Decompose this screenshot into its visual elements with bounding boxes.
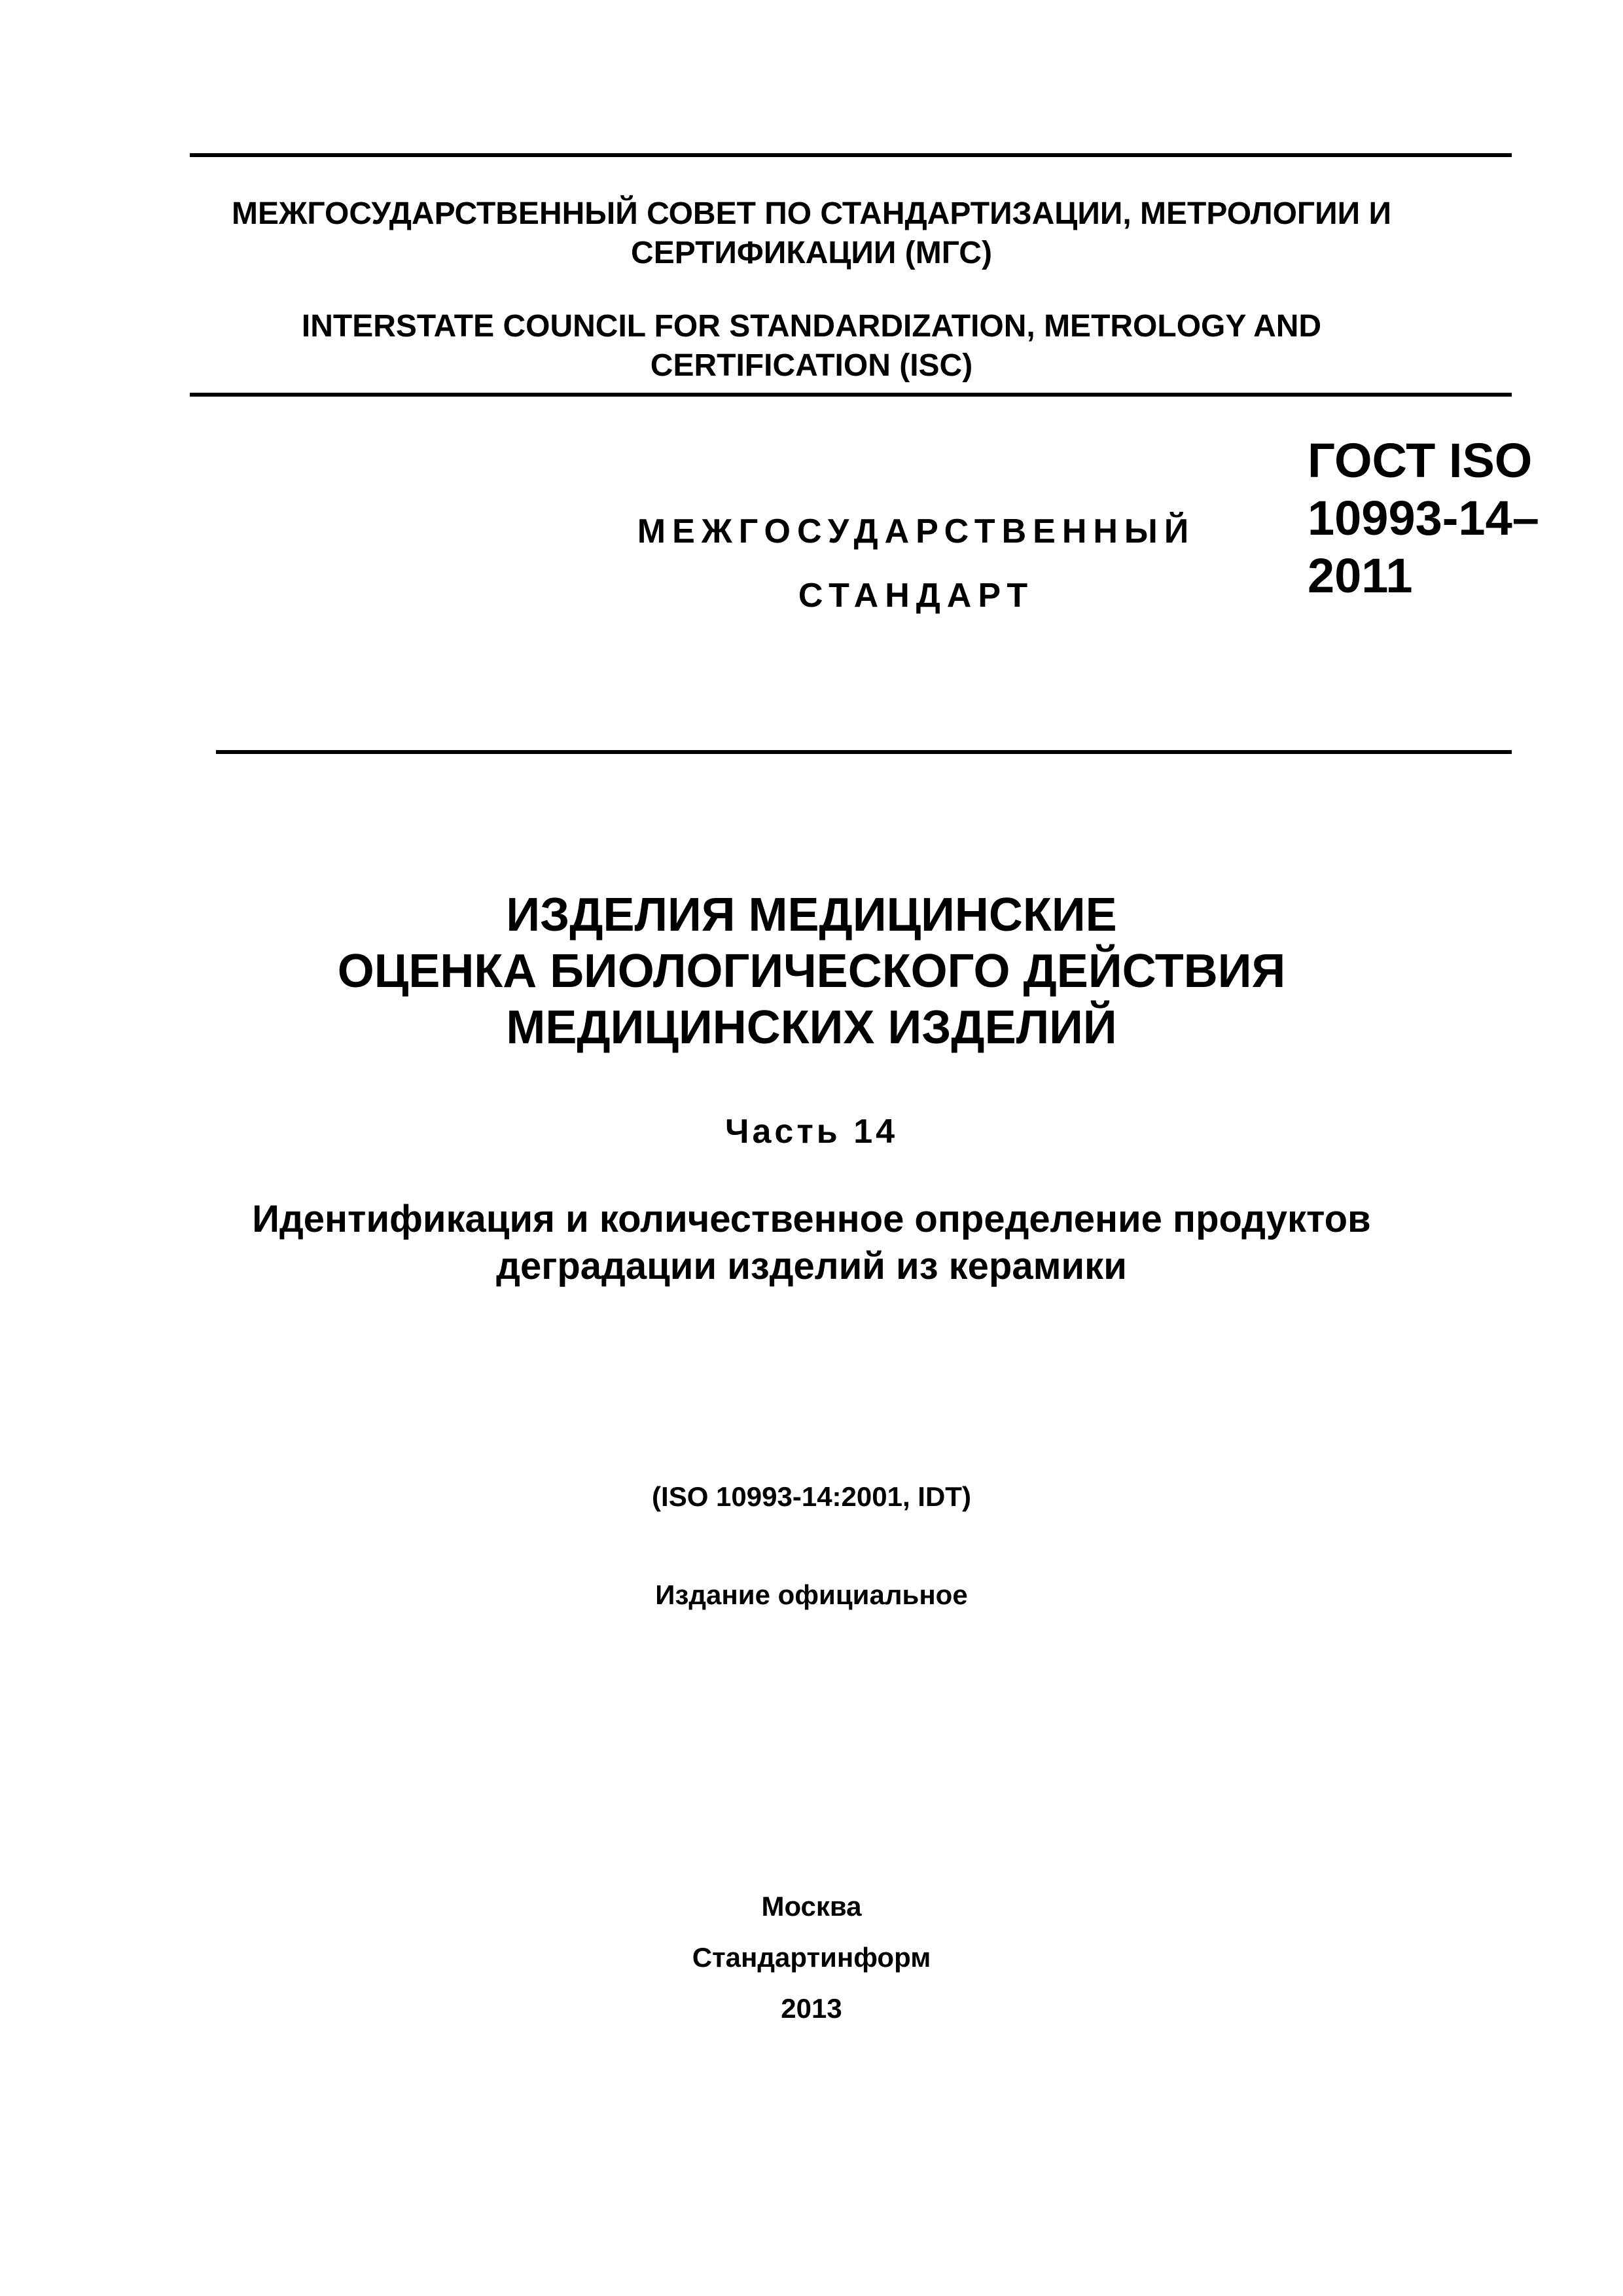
council-name-en-line1: INTERSTATE COUNCIL FOR STANDARDIZATION, METROLOGY AND (301, 309, 1322, 344)
council-rule (190, 393, 1512, 397)
title-line2: ОЦЕНКА БИОЛОГИЧЕСКОГО ДЕЙСТВИЯ (337, 945, 1286, 997)
title-line1: ИЗДЕЛИЯ МЕДИЦИНСКИЕ (506, 889, 1117, 941)
subtitle-line2: деградации изделий из керамики (496, 1245, 1127, 1287)
council-name-ru-line1: МЕЖГОСУДАРСТВЕННЫЙ СОВЕТ ПО СТАНДАРТИЗАЦИИ, МЕТРОЛОГИИ И (232, 196, 1391, 231)
standard-designation (1308, 432, 1539, 605)
iso-reference: (ISO 10993-14:2001, IDT) (652, 1481, 971, 1512)
designation-line1: ГОСТ ISO (1308, 433, 1533, 488)
designation-line2: 10993-14– (1308, 491, 1539, 545)
imprint-year: 2013 (781, 1993, 842, 2024)
imprint-publisher: Стандартинформ (692, 1942, 931, 1973)
standard-type-line1: МЕЖГОСУДАРСТВЕННЫЙ (637, 512, 1196, 550)
council-name-en-line2: CERTIFICATION (ISC) (650, 348, 973, 383)
council-name-ru-line2: СЕРТИФИКАЦИИ (МГС) (631, 236, 992, 270)
imprint-city: Москва (761, 1891, 862, 1922)
title-line3: МЕДИЦИНСКИХ ИЗДЕЛИЙ (506, 1001, 1117, 1054)
designation-line3: 2011 (1308, 548, 1413, 603)
part-number: Часть 14 (724, 1113, 899, 1151)
header-rule (216, 750, 1512, 754)
standard-type-line2: СТАНДАРТ (798, 577, 1035, 615)
edition-label: Издание официальное (655, 1579, 968, 1610)
top-rule (190, 153, 1512, 157)
subtitle-line1: Идентификация и количественное определение продуктов (252, 1198, 1371, 1240)
